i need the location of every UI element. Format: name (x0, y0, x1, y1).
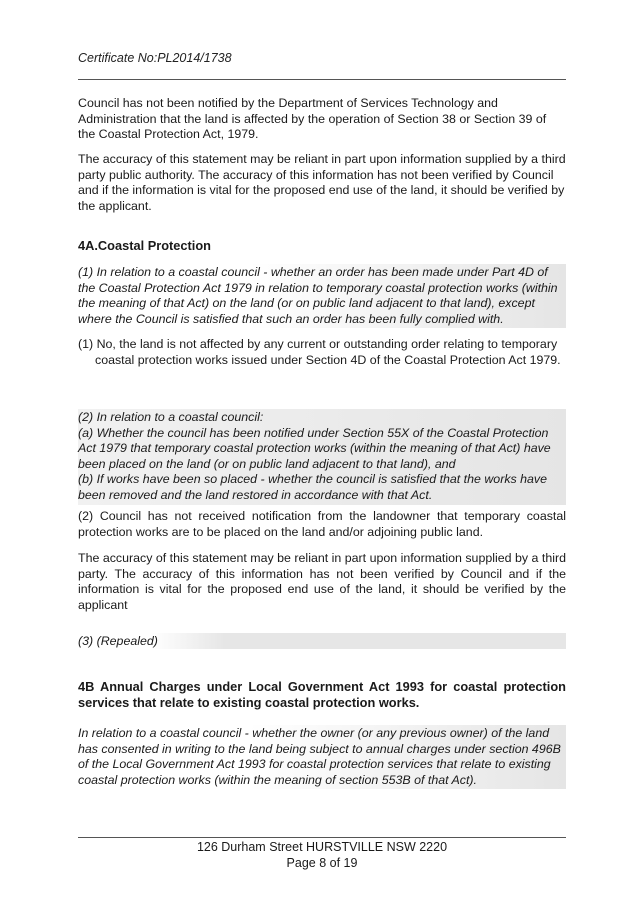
section-4b-question: In relation to a coastal council - whether the owner (or any previous owner) of the land has consented in writing to the land being subject to annual charges under section 496B of the Local Government Act 1993 for coastal protection services that relate to existing coastal protection works (within the meaning of section 553B of that Act). (78, 725, 566, 789)
question-2-part-a: (a) Whether the council has been notified under Section 55X of the Coastal Protection Act 1979 that temporary coastal protection works (within the meaning of that Act) have been placed on the land (or on public land adjacent to that land), and (78, 425, 551, 471)
section-4a-accuracy-statement: The accuracy of this statement may be reliant in part upon information supplied by a third party. The accuracy of this information has not been verified by Council and if the information is vital for the proposed end use of the land, it should be verified by the applicant (78, 551, 566, 612)
question-2-intro: (2) In relation to a coastal council: (78, 410, 264, 424)
section-4b-heading: 4B Annual Charges under Local Government Act 1993 for coastal protection services that relate to existing coastal protection works. (78, 679, 566, 710)
section-4a-question-2 (78, 409, 566, 505)
footer-divider (78, 837, 566, 838)
section-4a-heading: 4A.Coastal Protection (78, 238, 211, 253)
intro-paragraph-1: Council has not been notified by the Department of Services Technology and Administration that the land is affected by the operation of Section 38 or Section 39 of the Coastal Protection Act, 1979. (78, 96, 547, 142)
question-2-part-b: (b) If works have been so placed - whether the council is satisfied that the works have been removed and the land restored in accordance with that Act. (78, 472, 548, 502)
certificate-number: Certificate No:PL2014/1738 (78, 51, 232, 65)
intro-paragraph-2: The accuracy of this statement may be reliant in part upon information supplied by a third party public authority. The accuracy of this information has not been verified by Council and if the information is vital for the proposed end use of the land, it should be verified by the applicant. (78, 152, 566, 213)
header-divider (78, 79, 566, 80)
section-4a-answer-2: (2) Council has not received notification from the landowner that temporary coastal protection works are to be placed on the land and/or adjoining public land. (78, 509, 566, 539)
page-number: Page 8 of 19 (286, 856, 358, 870)
footer-address: 126 Durham Street HURSTVILLE NSW 2220 (196, 840, 448, 854)
section-4a-question-3: (3) (Repealed) (78, 633, 566, 649)
section-4a-answer-1: (1) No, the land is not affected by any current or outstanding order relating to temporary coastal protection works issued under Section 4D of the Coastal Protection Act 1979. (78, 337, 561, 367)
section-4a-question-1: (1) In relation to a coastal council - whether an order has been made under Part 4D of the Coastal Protection Act 1979 in relation to temporary coastal protection works (within the meaning of that Act) on the land (or on public land adjacent to that land), except where the Council is satisfied that such an order has been fully complied with. (78, 264, 566, 328)
